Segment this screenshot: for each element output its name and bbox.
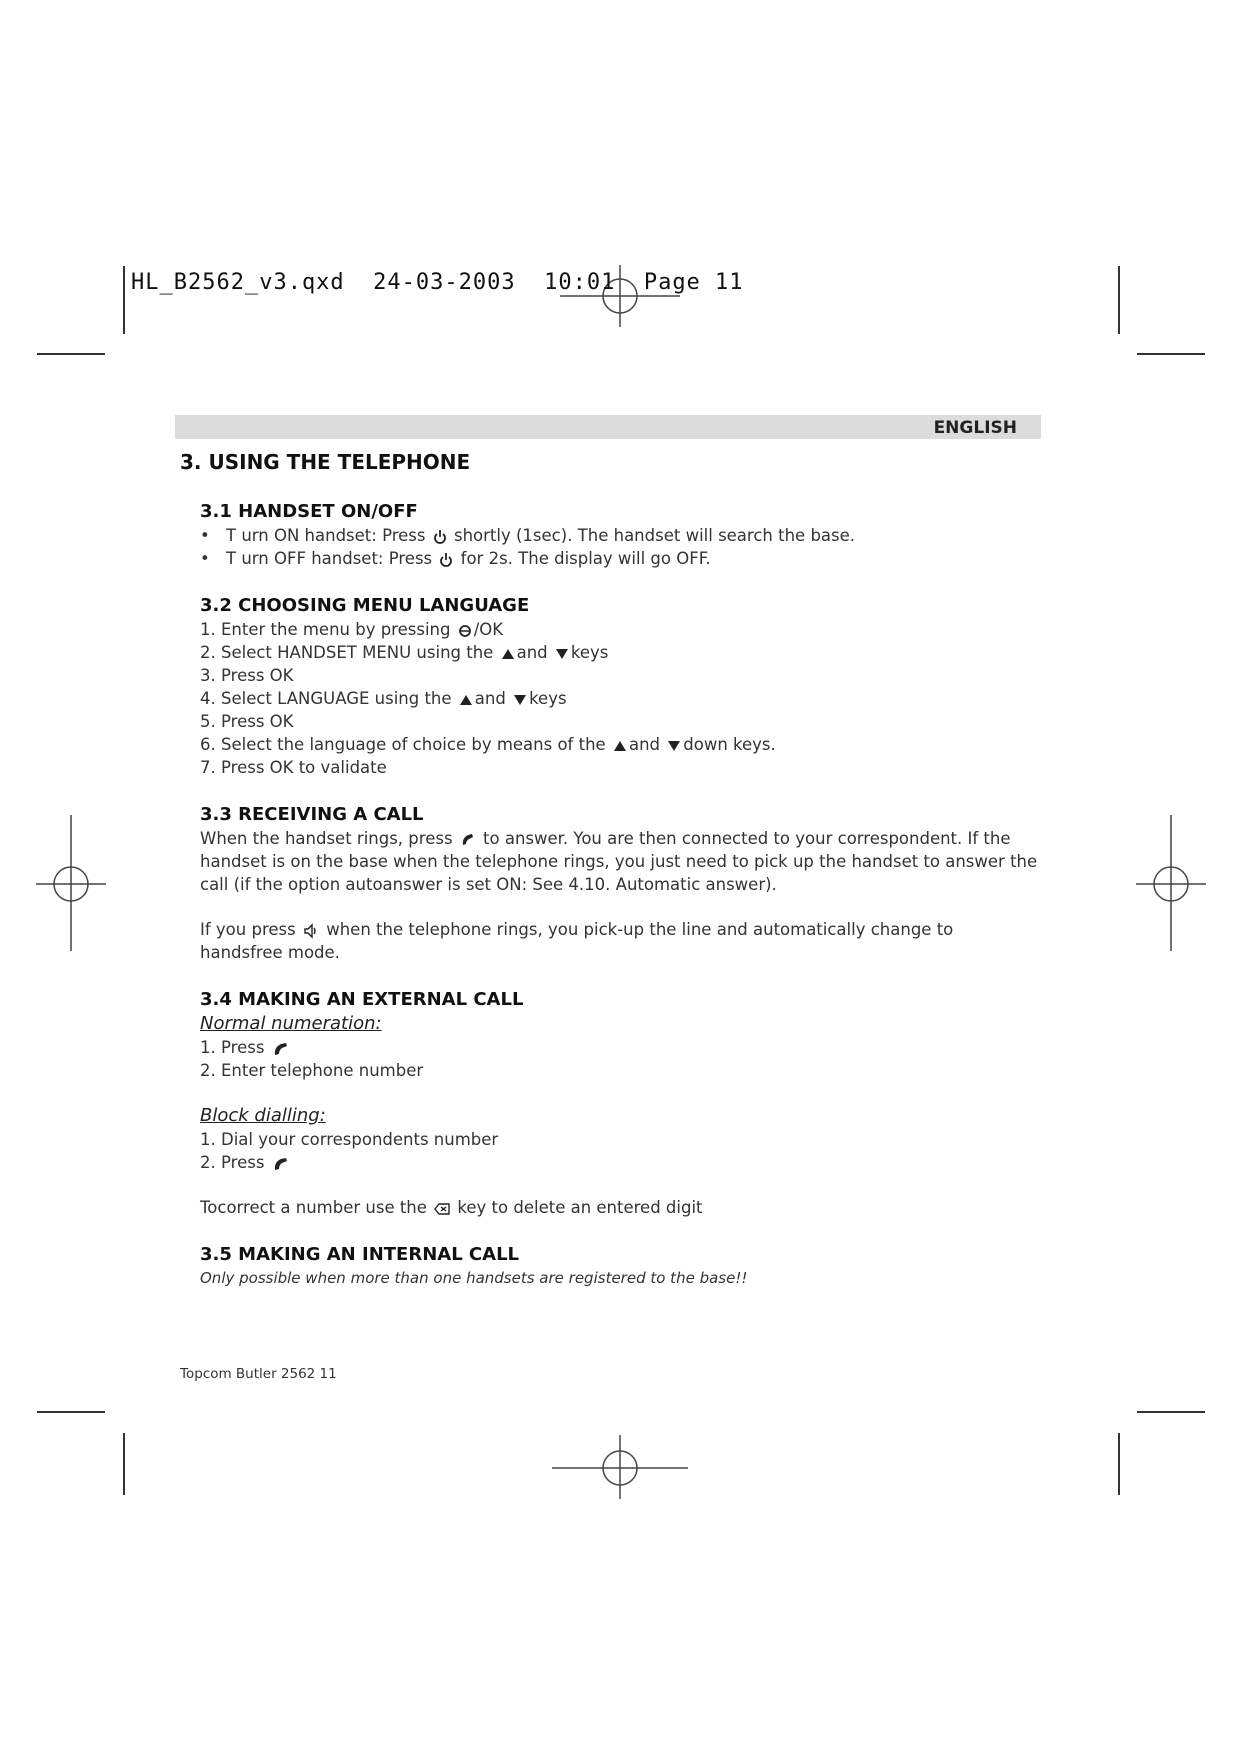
- subheading: Block dialling:: [200, 1105, 326, 1126]
- crop-mark: [1137, 1411, 1205, 1413]
- registration-mark-icon: [552, 1435, 688, 1499]
- list-item: 1. Dial your correspondents number: [200, 1130, 499, 1149]
- paragraph: If you press when the telephone rings, you pick-up the line and automatically change to handsfree mode.: [200, 920, 954, 962]
- phone-icon: [460, 832, 476, 848]
- paragraph: When the handset rings, press to answer. You are then connected to your correspondent. If the handset is on the base when the telephone rings, you just need to pick up the handset to answer the call (if the option autoanswer is set ON: See 4.10. Automatic answer).: [200, 829, 1038, 894]
- section-heading: 3.1 HANDSET ON/OFF: [200, 501, 418, 522]
- registration-mark-icon: [36, 815, 106, 951]
- list-item: 6. Select the language of choice by means of the and down keys.: [200, 735, 776, 754]
- list-item: 2. Select HANDSET MENU using the and keys: [200, 643, 609, 662]
- section-heading: 3.5 MAKING AN INTERNAL CALL: [200, 1244, 520, 1265]
- list-item: • T urn ON handset: Press shortly (1sec). The handset will search the base.: [200, 526, 856, 545]
- list-item: 3. Press OK: [200, 666, 294, 685]
- down-arrow-icon: [513, 694, 527, 706]
- section-heading: 3.2 CHOOSING MENU LANGUAGE: [200, 595, 530, 616]
- section-heading: 3.4 MAKING AN EXTERNAL CALL: [200, 989, 524, 1010]
- crop-mark: [123, 1433, 125, 1495]
- down-arrow-icon: [667, 740, 681, 752]
- list-item: • T urn OFF handset: Press for 2s. The display will go OFF.: [200, 549, 711, 568]
- section-3-5: [200, 1243, 1040, 1290]
- section-3-2: [200, 594, 1040, 779]
- phone-icon: [272, 1156, 290, 1172]
- power-icon: [439, 552, 453, 568]
- page-footer: Topcom Butler 2562 11: [180, 1366, 337, 1382]
- list-item: 2. Press: [200, 1151, 1040, 1174]
- list-item: 5. Press OK: [200, 712, 294, 731]
- registration-mark-icon: [1136, 815, 1206, 951]
- crop-mark: [1118, 1433, 1120, 1495]
- main-content: [200, 500, 1040, 1314]
- paragraph: Tocorrect a number use the key to delete an entered digit: [200, 1198, 703, 1217]
- section-3-3: [200, 803, 1040, 964]
- list-item: 7. Press OK to validate: [200, 758, 387, 777]
- phone-icon: [272, 1041, 290, 1057]
- subheading: Normal numeration:: [200, 1013, 382, 1034]
- crop-mark: [37, 1411, 105, 1413]
- section-3-4: [200, 988, 1040, 1219]
- crop-mark: [37, 353, 105, 355]
- up-arrow-icon: [501, 648, 515, 660]
- list-item: 1. Enter the menu by pressing /OK: [200, 620, 504, 639]
- delete-key-icon: [434, 1203, 450, 1215]
- crop-mark: [123, 266, 125, 334]
- language-band: [175, 415, 1041, 439]
- down-arrow-icon: [555, 648, 569, 660]
- note: Only possible when more than one handsets are registered to the base!!: [200, 1269, 748, 1287]
- crop-mark: [1137, 353, 1205, 355]
- speaker-icon: [303, 923, 319, 939]
- list-item: 1. Press: [200, 1036, 1040, 1059]
- crop-mark: [1118, 266, 1120, 334]
- list-item: 2. Enter telephone number: [200, 1061, 424, 1080]
- up-arrow-icon: [459, 694, 473, 706]
- up-arrow-icon: [613, 740, 627, 752]
- file-slug: HL_B2562_v3.qxd 24-03-2003 10:01 Page 11: [131, 270, 744, 295]
- section-3-1: [200, 500, 1040, 570]
- language-label: ENGLISH: [933, 418, 1017, 438]
- section-heading: 3.3 RECEIVING A CALL: [200, 804, 424, 825]
- list-item: 4. Select LANGUAGE using the and keys: [200, 689, 567, 708]
- menu-key-icon: [458, 624, 472, 638]
- power-icon: [433, 529, 447, 545]
- page-title: 3. USING THE TELEPHONE: [180, 450, 471, 474]
